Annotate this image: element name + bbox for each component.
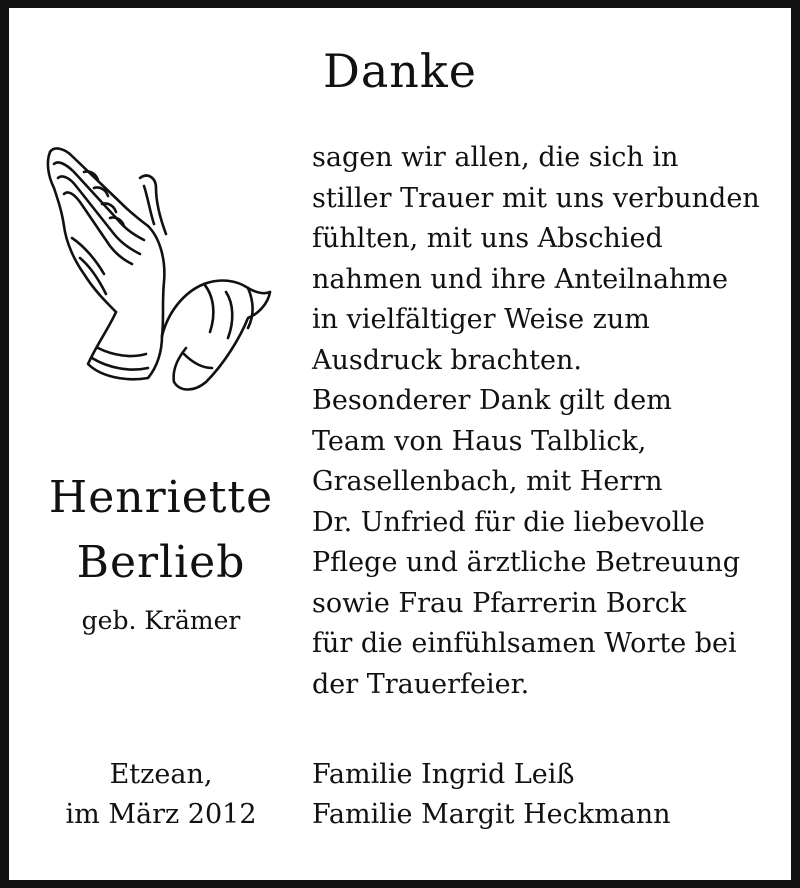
signers [312, 755, 671, 835]
notice-title: Danke [322, 44, 478, 98]
body-line: sowie Frau Pfarrerin Borck [312, 587, 687, 619]
praying-hands-icon [44, 142, 276, 396]
body-line: Team von Haus Talblick, [312, 425, 647, 457]
body-line: in vielfältiger Weise zum [312, 304, 650, 335]
body-line: fühlten, mit uns Abschied [312, 223, 663, 254]
place-date [30, 755, 292, 835]
signer-line: Familie Margit Heckmann [312, 799, 671, 830]
body-line: für die einfühlsamen Worte bei [312, 628, 737, 659]
body-line: Grasellenbach, mit Herrn [312, 466, 663, 497]
deceased-last-name: Berlieb [76, 537, 246, 588]
body-line: nahmen und ihre Anteilnahme [312, 263, 729, 295]
body-line: der Trauerfeier. [312, 668, 530, 700]
signer-line: Familie Ingrid Leiß [312, 759, 575, 790]
deceased-first-name: Henriette [48, 472, 274, 523]
body-line: sagen wir allen, die sich in [312, 142, 679, 173]
body-line: Besonderer Dank gilt dem [312, 385, 672, 416]
thanks-body [312, 138, 760, 705]
deceased-birth-name: geb. Krämer [81, 606, 241, 635]
place-line: Etzean, [109, 759, 213, 790]
body-line: Ausdruck brachten. [312, 344, 582, 376]
body-line: Pflege und ärztliche Betreuung [312, 547, 741, 578]
body-line: Dr. Unfried für die liebevolle [312, 506, 705, 538]
date-line: im März 2012 [65, 799, 257, 830]
body-line: stiller Trauer mit uns verbunden [312, 182, 760, 214]
